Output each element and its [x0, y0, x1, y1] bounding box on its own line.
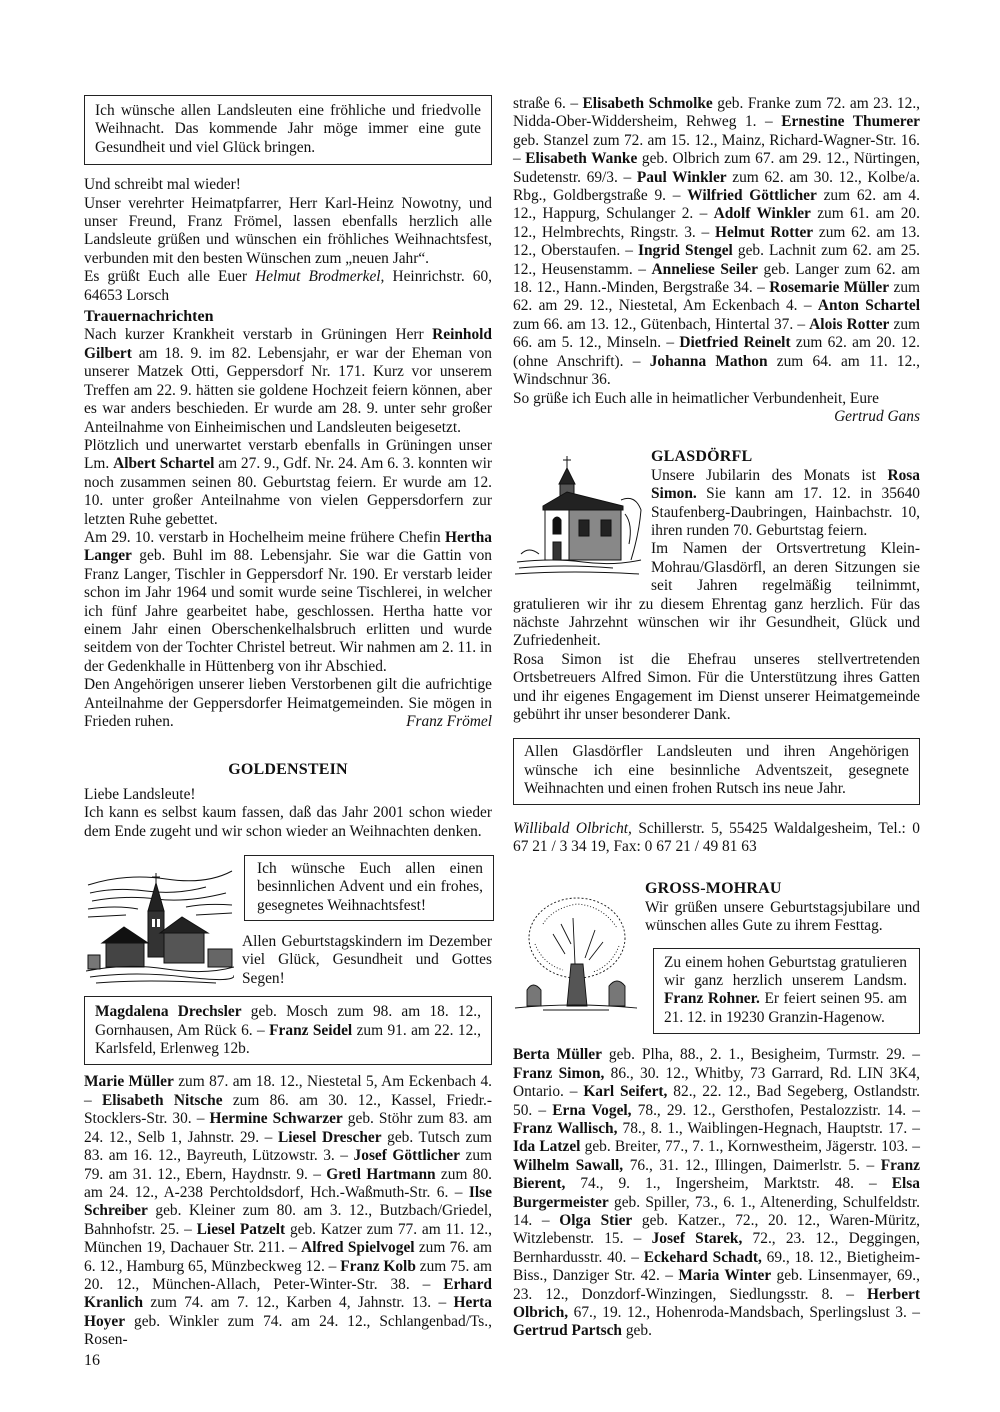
regards-signature: Gertrud Gans [834, 407, 920, 425]
rohner-box [653, 948, 920, 1035]
condolence-signature: Franz Frömel [406, 713, 492, 730]
church-village-illustration [86, 863, 234, 985]
gross-mohrau-section [513, 880, 920, 1034]
goldenstein-salutation: Liebe Landsleute! [84, 785, 196, 803]
glasdoerfl-heading: GLASDÖRFL [651, 448, 753, 466]
goldenstein-birthday-list: Marie Müller zum 87. am 18. 12., Niestetal 5, Am Eckenbach 4. – Elisabeth Nitsche zum 86. am 30. 12., Kassel, Friedr.-Stocklers-Str. 30. – Hermine Schwarzer geb. Stöhr zum 83. am 24. 12., Selb 1, Jahnstr. 29. – Liesel Drescher geb. Tutsch zum 83. am 16. 12., Bayreuth, Lützowstr. 3. – Josef Göttlicher zum 79. am 31. 12., Ebern, Haydnstr. 9. – Gretl Hartmann zum 80. am 24. 12., A-238 Perchtoldsdorf, Hch.-Waßmuth-Str. 6. – Ilse Schreiber geb. Kleiner zum 80. am 3. 12., Butzbach/Griedel, Bahnhofstr. 25. – Liesel Patzelt geb. Katzer zum 77. am 11. 12., München 19, Dachauer Str. 211. – Alfred Spielvogel zum 76. am 6. 12., Hamburg 65, Münzbeckweg 12. – Franz Kolb zum 75. am 20. 12., München-Allach, Peter-Winter-Str. 38. – Erhard Kranlich zum 74. am 7. 12., Karben 4, Jahnstr. 13. – Herta Hoyer geb. Winkler zum 74. am 24. 12., Schlangenbad/Ts., Rosen- [84, 1073, 493, 1349]
obituary-schartel: Plötzlich und unerwartet verstarb ebenfalls in Grüningen unser Lm. Albert Schartel am 27. 9., Gdf. Nr. 24. Am 6. 3. konnten wir noch zusammen seinen 80. Geburtstag feiern. Er wurde am 12. 10. unter großer Anteilnahme von vielen Geppersdorfern zur letzten Ruhe gebettet. [84, 436, 493, 528]
goldenstein-wish: Ich wünsche Euch allen einen besinnlichen Advent und ein frohes, gesegnetes Weihnachtsfest! [257, 860, 483, 914]
left-column [84, 95, 492, 1350]
goldenstein-intro: Ich kann es selbst kaum fassen, daß das Jahr 2001 schon wieder dem Ende zugeht und wir schon wieder an Weihnachten denken. [84, 804, 492, 840]
trauer-heading: Trauernachrichten [84, 308, 214, 326]
greeting-text: Ich wünsche allen Landsleuten eine fröhliche und friedvolle Weihnacht. Das kommende Jahr möge immer eine gute Gesundheit und viel Glück bringen. [95, 102, 481, 156]
pastor-paragraph: Unser verehrter Heimatpfarrer, Herr Karl-Heinz Nowotny, und unser Freund, Franz Frömel, lassen ebenfalls herzlich alle Landsleute grüßen und wünschen ein fröhliches Weihnachtsfest, verbunden mit den besten Wünschen zum „neuen Jahr“. [84, 194, 492, 267]
glasdoerfl-wish: Allen Glasdörfler Landsleuten und ihren Angehörigen wünsche ich eine besinnliche Adventszeit, gesegnete Weihnachten und einen frohen Rutsch ins neue Jahr. [524, 743, 909, 798]
chapel-illustration [513, 454, 643, 580]
obituary-langer: Am 29. 10. verstarb in Hochelheim meine frühere Chefin Hertha Langer geb. Buhl im 88. Lebensjahr. Sie war die Gattin von Franz Langer, Tischler in Geppersdorf Nr. 190. Er verstarb leider schon im Jahr 1964 und somit wurde seine Tischlerei, in welcher ich fünf Jahre gearbeitet habe, geschlossen. Hertha hatte vor einem Jahr einen Oberschenkelhalsbruch erlitten und wurde seitdem von der Tochter Christel betreut. Wir nahmen am 2. 11. in der Gedenkhalle in Hüttenberg von ihr Abschied. [84, 528, 492, 675]
glasdoerfl-thanks: Rosa Simon ist die Ehefrau unseres stellvertretenden Ortsbetreuers Alfred Simon. Für die Unterstützung ihres Gatten und ihr eigenes Engagement im Dienst unserer Heimatgemeinde gebührt ihr unser besonderer Dank. [513, 650, 920, 723]
greeting-signature: Es grüßt Euch alle Euer Helmut Brodmerkel, Heinrichstr. 60, 64653 Lorsch [84, 268, 493, 304]
tree-illustration [513, 894, 639, 1014]
condolence: Den Angehörigen unserer lieben Verstorbenen gilt die aufrichtige Anteilnahme der Geppersdorfer Heimatgemeinden. Sie mögen in Frieden ruhen. Franz Frömel [84, 676, 492, 730]
page-number: 16 [84, 1352, 100, 1369]
gross-mohrau-heading: GROSS-MOHRAU [645, 880, 782, 898]
gross-mohrau-birthday-list: Berta Müller geb. Plha, 88., 2. 1., Besigheim, Turmstr. 29. – Franz Simon, 86., 30. 12., Whitby, 73 Garrard, Rd. LIN 3K4, Ontario. – Karl Seifert, 82., 22. 12., Bad Segeberg, Ostlandstr. 50. – Erna Vogel, 78., 29. 12., Gersthofen, Pestalozzistr. 14. – Franz Wallisch, 78., 8. 1., Waiblingen-Hegnach, Hauptstr. 17. – Ida Latzel geb. Breiter, 77., 7. 1., Kornwestheim, Jägerstr. 103. – Wilhelm Sawall, 76., 31. 12., Illingen, Daimerlstr. 5. – Franz Bierent, 74., 9. 1., Ingersheim, Marktstr. 48. – Elsa Burgermeister geb. Spiller, 73., 6. 1., Altenerding, Schulfeldstr. 14. – Olga Stier geb. Katzer., 72., 20. 12., Waren-Müritz, Witzlebenstr. 15. – Josef Starek, 72., 23. 12., Deggingen, Bernhardusstr. 40. – Eckehard Schadt, 69., 18. 12., Bietigheim-Biss., Danziger Str. 42. – Maria Winter geb. Linsenmayer, 69., 23. 12., Donzdorf-Winzingen, Siedlungsstr. 8. – Herbert Olbrich, 67., 19. 12., Hohenroda-Mandsbach, Sperlingslust 3. – Gertrud Partsch geb. [513, 1046, 921, 1340]
glasdoerfl-jubilarin: Unsere Jubilarin des Monats ist Rosa Simon. Sie kann am 17. 12. in 35640 Staufenberg-Daubringen, Hainbachstr. 10, ihren runden 70. Geburtstag feiern. [651, 466, 920, 539]
goldenstein-wish-box [244, 855, 494, 921]
greeting-box [84, 95, 492, 165]
drechsler-text: Magdalena Drechsler geb. Mosch zum 98. am 18. 12., Gornhausen, Am Rück 6. – Franz Seidel zum 91. am 22. 12., Karlsfeld, Erlenweg 12b. [95, 1003, 482, 1058]
regards: So grüße ich Euch alle in heimatlicher Verbundenheit, Eure [513, 389, 879, 407]
drechsler-box [84, 996, 492, 1065]
goldenstein-heading: GOLDENSTEIN [228, 761, 348, 779]
rohner-text: Zu einem hohen Geburtstag gratulieren wir ganz herzlich unserem Landsm. Franz Rohner. Er feiert seinen 95. am 21. 12. in 19230 Granzin-Hagenow. [664, 953, 907, 1026]
glasdoerfl-section [513, 448, 920, 724]
write-again: Und schreibt mal wieder! [84, 176, 241, 194]
gross-mohrau-intro: Wir grüßen unsere Geburtstagsjubilare und wünschen alles Gute zu ihrem Festtag. [645, 898, 920, 935]
goldenstein-birthday-list-continued: straße 6. – Elisabeth Schmolke geb. Franke zum 72. am 23. 12., Nidda-Ober-Widdersheim, Rehweg 1. – Ernestine Thumerer geb. Stanzel zum 72. am 15. 12., Mainz, Richard-Wagner-Str. 16. – Elisabeth Wanke geb. Olbrich zum 67. am 29. 12., Nürtingen, Sudetenstr. 69/3. – Paul Winkler zum 62. am 30. 12., Kolbe/a. Rbg., Goldbergstraße 9. – Wilfried Göttlicher zum 62. am 4. 12., Happurg, Schulanger 2. – Adolf Winkler zum 61. am 20. 12., Helmbrechts, Ringstr. 3. – Helmut Rotter zum 62. am 13. 12., Oberstaufen. – Ingrid Stengel geb. Lachnit zum 62. am 25. 12., Heusenstamm. – Anneliese Seiler geb. Langer zum 62. am 18. 12., Hann.-Minden, Bergstraße 34. – Rosemarie Müller zum 62. am 29. 12., Niestetal, Am Eckenbach 4. – Anton Schartel zum 66. am 13. 12., Gütenbach, Hintertal 37. – Alois Rotter zum 66. am 5. 12., Minseln. – Dietfried Reinelt zum 62. am 20. 12. (ohne Anschrift). – Johanna Mathon zum 64. am 11. 12., Windschnur 36. [513, 95, 921, 389]
goldenstein-greeting-block [84, 855, 492, 987]
right-column [513, 95, 920, 1341]
glasdoerfl-wish-box [513, 738, 920, 804]
obituary-gilbert: Nach kurzer Krankheit verstarb in Grüningen Herr Reinhold Gilbert am 18. 9. im 82. Lebensjahr, er war der Eheman von unserer Matzek Otti, Geppersdorf Nr. 171. Kurz vor unserem Treffen am 22. 9. hätten sie goldene Hochzeit feiern können, aber es war anders beschieden. Er wurde am 28. 9. unter sehr großer Anteilnahme von Einheimischen und Landsleuten beigesetzt. [84, 326, 492, 436]
glasdoerfl-signature: Willibald Olbricht, Schillerstr. 5, 55425 Waldalgesheim, Tel.: 0 67 21 / 3 34 19, Fax: 0 67 21 / 49 81 63 [513, 819, 920, 856]
glasdoerfl-congrats: Im Namen der Ortsvertretung Klein-Mohrau/Glasdörfl, an deren Sitzungen sie seit Jahren regelmäßig teilnimmt, gratulieren wir ihr zu diesem Ehrentag ganz herzlich. Für das nächste Jahrzehnt wünschen wir ihr Gesundheit, Glück und Zufriedenheit. [513, 540, 920, 650]
goldenstein-birthday-wish: Allen Geburtstagskindern im Dezember viel Glück, Gesundheit und Gottes Segen! [242, 933, 492, 987]
